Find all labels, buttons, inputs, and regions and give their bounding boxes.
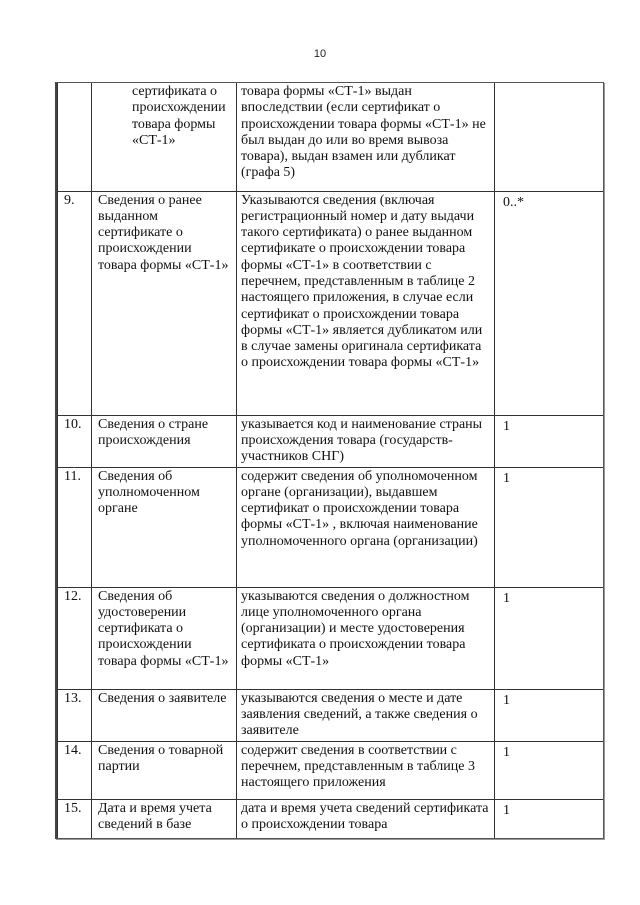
requisite-name: Сведения об уполномоченном органе (92, 467, 237, 587)
row-number: 10. (58, 415, 92, 467)
requisite-multiplicity: 1 (495, 415, 604, 467)
row-number: 13. (58, 689, 92, 741)
requisite-description: указываются сведения о должностном лице уполномоченного органа (организации) и месте удостоверения сертификата о происхождении товара формы «СТ-1» (237, 587, 495, 689)
page-number: 10 (313, 48, 327, 60)
requisite-multiplicity: 0..* (495, 191, 604, 415)
row-number: 15. (58, 799, 92, 839)
table-row (58, 415, 604, 467)
row-number (58, 83, 92, 191)
table-row (58, 83, 604, 191)
requisite-multiplicity (495, 83, 604, 191)
requisite-name: Сведения о стране происхождения (92, 415, 237, 467)
table-row (58, 191, 604, 415)
requisite-description: указывается код и наименование страны происхождения товара (государств-участников СНГ) (237, 415, 495, 467)
row-number: 14. (58, 741, 92, 799)
table-row (58, 689, 604, 741)
row-number: 9. (58, 191, 92, 415)
requisite-name: Дата и время учета сведений в базе (92, 799, 237, 839)
table-row (58, 467, 604, 587)
requisite-description: содержит сведения об уполномоченном органе (организации), выдавшем сертификат о происхождении товара формы «СТ-1» , включая наименование уполномоченного органа (организации) (237, 467, 495, 587)
requisite-multiplicity: 1 (495, 689, 604, 741)
requisites-table-frame (55, 82, 604, 839)
row-number: 12. (58, 587, 92, 689)
table-row (58, 587, 604, 689)
table-row (58, 799, 604, 839)
table-row (58, 741, 604, 799)
requisite-multiplicity: 1 (495, 587, 604, 689)
row-number: 11. (58, 467, 92, 587)
requisite-name: Сведения о заявителе (92, 689, 237, 741)
requisite-description: Указываются сведения (включая регистрационный номер и дату выдачи такого сертификата) о ранее выданном сертификате о происхождении товара формы «СТ-1» в соответствии с перечнем, представленным в таблице 2 настоящего приложения, в случае если сертификат о происхождении товара формы «СТ-1» является дубликатом или в случае замены оригинала сертификата о происхождении товара формы «СТ-1» (237, 191, 495, 415)
requisite-name: Сведения о товарной партии (92, 741, 237, 799)
requisite-multiplicity: 1 (495, 467, 604, 587)
requisites-table (57, 83, 604, 839)
requisite-multiplicity: 1 (495, 741, 604, 799)
requisite-description: дата и время учета сведений сертификата о происхождении товара (237, 799, 495, 839)
requisite-description: товара формы «СТ-1» выдан впоследствии (если сертификат о происхождении товара формы «СТ-1» не был выдан до или во время вывоза товара), выдан взамен или дубликат (графа 5) (237, 83, 495, 191)
requisite-description: указываются сведения о месте и дате заявления сведений, а также сведения о заявителе (237, 689, 495, 741)
requisite-name: Сведения об удостоверении сертификата о происхождении товара формы «СТ-1» (92, 587, 237, 689)
requisite-multiplicity: 1 (495, 799, 604, 839)
requisite-description: содержит сведения в соответствии с перечнем, представленным в таблице 3 настоящего приложения (237, 741, 495, 799)
requisite-name: Сведения о ранее выданном сертификате о происхождении товара формы «СТ-1» (92, 191, 237, 415)
requisite-name: сертификата о происхождении товара формы «СТ-1» (92, 83, 237, 191)
